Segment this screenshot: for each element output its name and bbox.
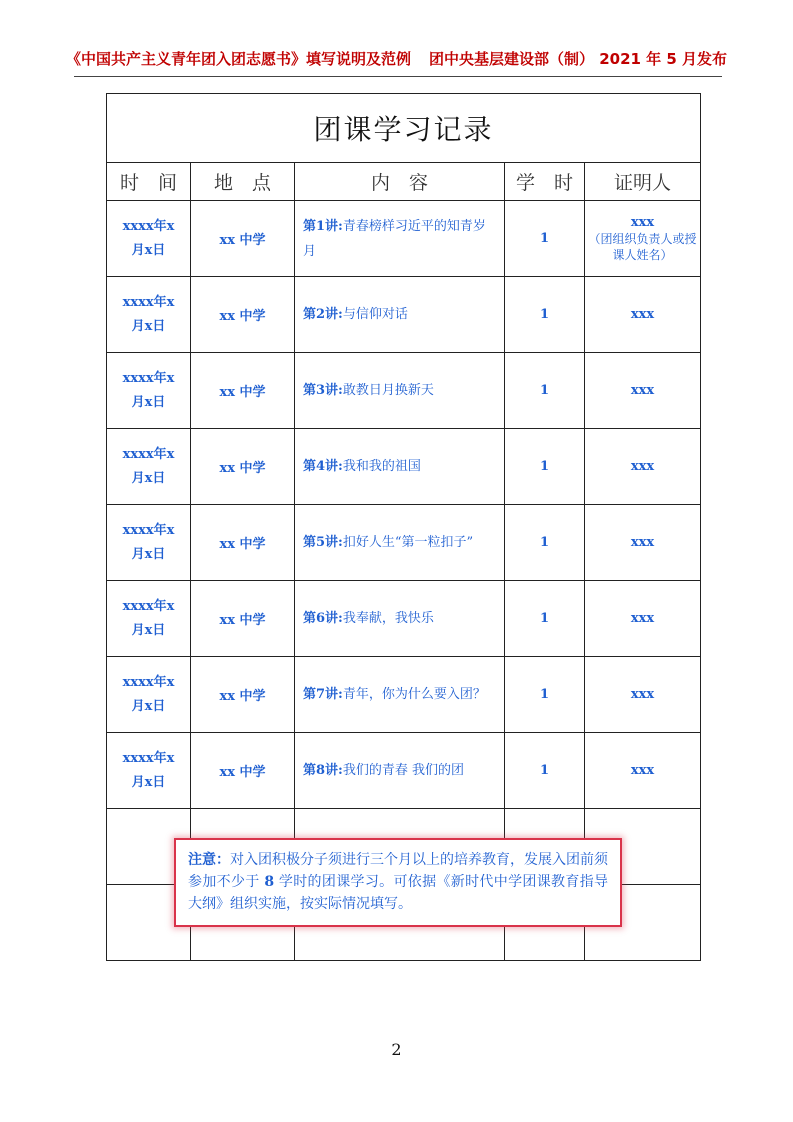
certifier-cell: xxx — [585, 277, 701, 353]
study-record-table — [106, 93, 701, 961]
hours-cell: 1 — [505, 581, 585, 657]
column-header-place: 地 点 — [191, 163, 295, 201]
certifier-cell: xxx — [585, 429, 701, 505]
hours-cell: 1 — [505, 733, 585, 809]
place-cell: xx 中学 — [191, 277, 295, 353]
hours-cell: 1 — [505, 657, 585, 733]
content-cell: 第7讲:青年，你为什么要入团？ — [295, 657, 505, 733]
place-cell: xx 中学 — [191, 429, 295, 505]
header-rule — [74, 76, 722, 77]
place-cell: xx 中学 — [191, 353, 295, 429]
column-header-content: 内 容 — [295, 163, 505, 201]
table-row — [107, 201, 701, 277]
notice-box — [174, 838, 622, 927]
date-cell: xxxx年x 月x日 — [107, 353, 191, 429]
table-header-row — [107, 163, 701, 201]
content-cell: 第2讲:与信仰对话 — [295, 277, 505, 353]
table-row — [107, 353, 701, 429]
table-title: 团课学习记录 — [107, 94, 701, 163]
date-cell: xxxx年x 月x日 — [107, 581, 191, 657]
column-header-hours: 学 时 — [505, 163, 585, 201]
table-row — [107, 277, 701, 353]
content-cell: 第8讲:我们的青春 我们的团 — [295, 733, 505, 809]
certifier-cell: xxx — [585, 733, 701, 809]
table-row — [107, 733, 701, 809]
column-header-time: 时 间 — [107, 163, 191, 201]
table-row — [107, 429, 701, 505]
place-cell: xx 中学 — [191, 581, 295, 657]
certifier-cell: xxx — [585, 657, 701, 733]
hours-cell: 1 — [505, 429, 585, 505]
certifier-cell: xxx — [585, 581, 701, 657]
place-cell: xx 中学 — [191, 733, 295, 809]
hours-cell: 1 — [505, 353, 585, 429]
table-row — [107, 657, 701, 733]
date-cell: xxxx年x 月x日 — [107, 733, 191, 809]
certifier-cell: xxx — [585, 505, 701, 581]
content-cell: 第5讲:扣好人生“第一粒扣子” — [295, 505, 505, 581]
page-number: 2 — [391, 1040, 402, 1059]
date-cell: xxxx年x 月x日 — [107, 657, 191, 733]
certifier-cell: xxx — [585, 353, 701, 429]
date-cell: xxxx年x 月x日 — [107, 505, 191, 581]
notice-lead: 注意： — [188, 852, 230, 868]
date-cell: xxxx年x 月x日 — [107, 201, 191, 277]
notice-text-1: 对入团积极分子须进行三个月以上的培养教育，发展入团前须参加不少于 — [188, 852, 608, 890]
place-cell: xx 中学 — [191, 505, 295, 581]
certifier-cell: xxx （团组织负责人或授课人姓名） — [585, 201, 701, 277]
date-cell: xxxx年x 月x日 — [107, 277, 191, 353]
content-cell: 第1讲:青春榜样习近平的知青岁月 — [295, 201, 505, 277]
column-header-certifier: 证明人 — [585, 163, 701, 201]
hours-cell: 1 — [505, 277, 585, 353]
content-cell: 第4讲:我和我的祖国 — [295, 429, 505, 505]
place-cell: xx 中学 — [191, 201, 295, 277]
place-cell: xx 中学 — [191, 657, 295, 733]
content-cell: 第3讲:敢教日月换新天 — [295, 353, 505, 429]
header-title: 《中国共产主义青年团入团志愿书》填写说明及范例 — [65, 50, 411, 68]
hours-cell: 1 — [505, 505, 585, 581]
table-row — [107, 505, 701, 581]
content-cell: 第6讲:我奉献，我快乐 — [295, 581, 505, 657]
notice-hours: 8 — [264, 874, 275, 890]
date-cell: xxxx年x 月x日 — [107, 429, 191, 505]
notice-text-2: 学时的团课学习。可依据《新时代中学团课教育指导大纲》组织实施，按实际情况填写。 — [188, 874, 609, 912]
hours-cell: 1 — [505, 201, 585, 277]
table-row — [107, 581, 701, 657]
header-publisher: 团中央基层建设部（制） 2021 年 5 月发布 — [428, 50, 728, 68]
document-header — [0, 48, 793, 69]
certifier-note: （团组织负责人或授课人姓名） — [588, 231, 697, 262]
